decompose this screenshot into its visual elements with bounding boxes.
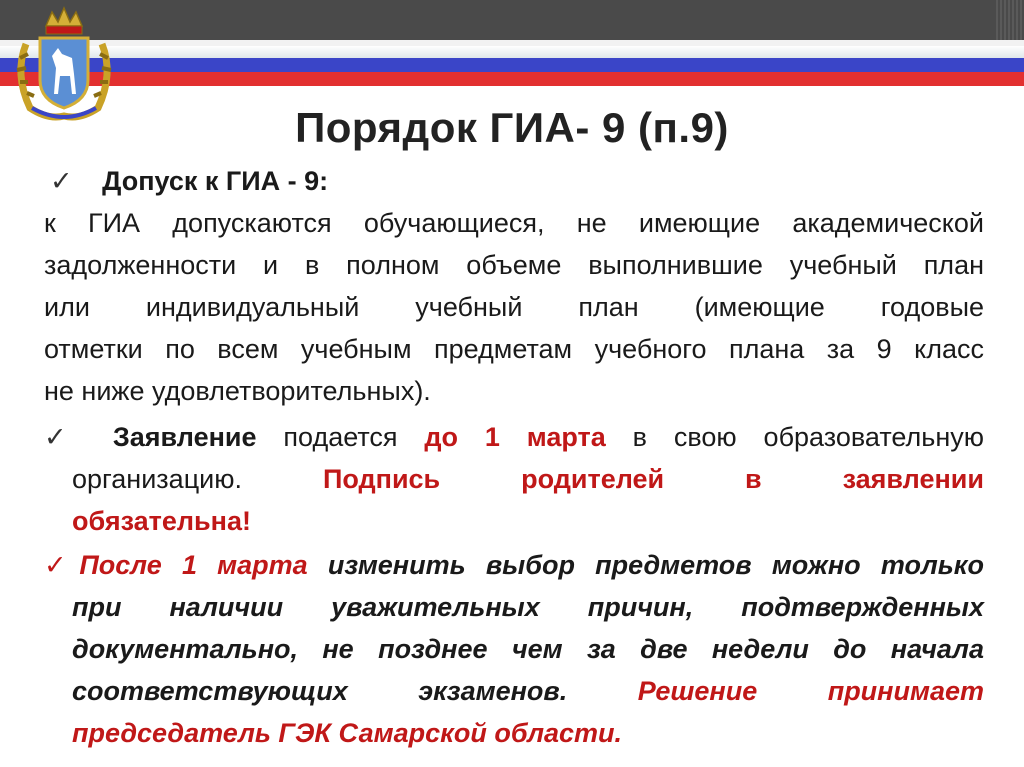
section2-text-3: организацию. xyxy=(72,464,242,494)
section3-line-4 xyxy=(44,670,984,712)
checkmark-icon: ✓ xyxy=(50,166,73,196)
section1-heading: Допуск к ГИА - 9: xyxy=(102,166,329,196)
section2-text-1: подается xyxy=(283,422,398,452)
after-march-1: После 1 марта xyxy=(79,550,308,580)
checkmark-icon: ✓ xyxy=(44,422,86,452)
parent-signature-note: Подпись родителей в заявлении xyxy=(322,464,984,494)
section3-line-1 xyxy=(44,544,984,586)
section3-text-4: соответствующих экзаменов. xyxy=(72,676,568,706)
section2-text-2: в свою образовательную xyxy=(632,422,984,452)
section2-line-1 xyxy=(44,416,984,458)
section2-line-2 xyxy=(44,458,984,500)
deadline-march-1: до 1 марта xyxy=(424,422,606,452)
section1-line-2: задолженности и в полном объеме выполнившие учебный план xyxy=(44,250,984,280)
section3-line-2: при наличии уважительных причин, подтвержденных xyxy=(72,592,984,622)
section3-line-3: документально, не позднее чем за две недели до начала xyxy=(72,634,984,664)
decision-note: Решение принимает xyxy=(637,676,984,706)
section1-line-1: к ГИА допускаются обучающиеся, не имеющие академической xyxy=(44,208,984,238)
flag-blue-stripe xyxy=(0,58,1024,72)
content-body xyxy=(44,160,984,754)
section1-line-3: или индивидуальный учебный план (имеющие годовые xyxy=(44,292,984,322)
page-title: Порядок ГИА- 9 (п.9) xyxy=(295,104,729,151)
section1-line-4: отметки по всем учебным предметам учебного плана за 9 класс xyxy=(44,334,984,364)
flag-red-stripe xyxy=(0,72,1024,86)
section1-line-5: не ниже удовлетворительных). xyxy=(44,376,431,406)
section2-line-3: обязательна! xyxy=(72,506,251,536)
header-gradient-stripe xyxy=(0,46,1024,58)
header-dark-bar xyxy=(0,0,1024,40)
checkmark-red-icon: ✓ xyxy=(44,550,80,580)
section1-heading-line xyxy=(44,160,984,202)
application-label: Заявление xyxy=(112,422,257,452)
section3-line-5: председатель ГЭК Самарской области. xyxy=(72,718,623,748)
section3-text-1: изменить выбор предметов можно только xyxy=(327,550,984,580)
